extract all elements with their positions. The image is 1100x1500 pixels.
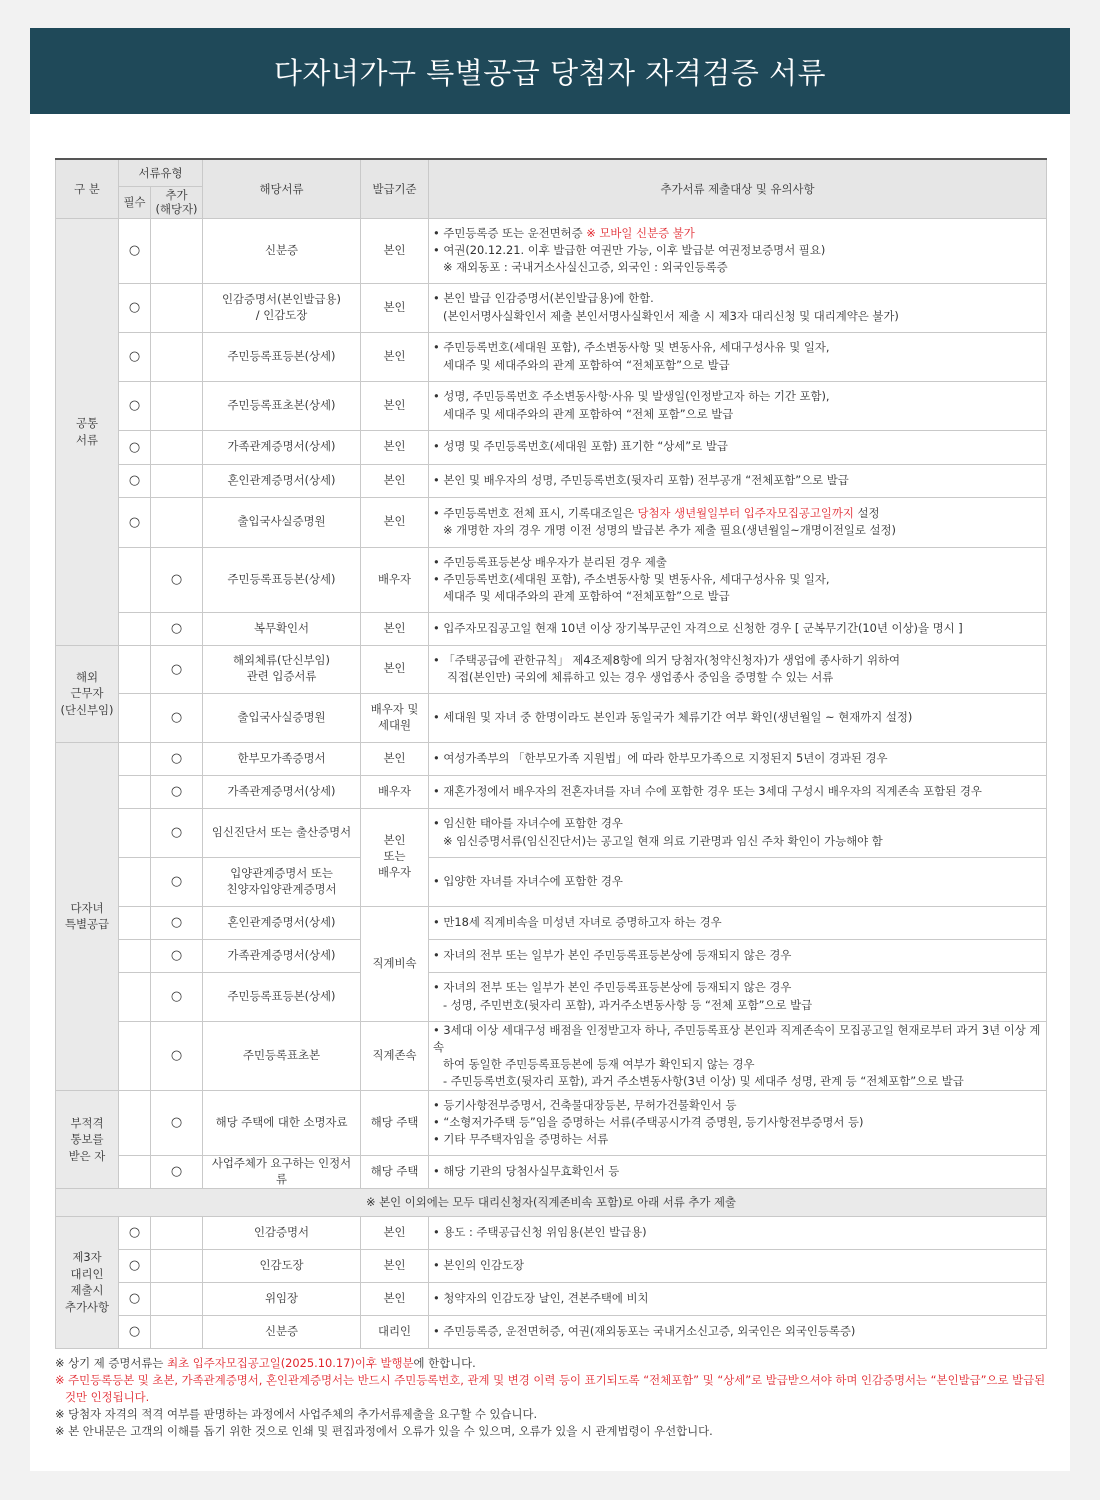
additional-mark: ○ [151, 612, 203, 645]
notes-cell: • 청약자의 인감도장 날인, 견본주택에 비치 [429, 1282, 1047, 1315]
category-multi-child: 다자녀 특별공급 [56, 742, 119, 1090]
issuer-cell: 본인 [361, 430, 429, 464]
document-name: 인감도장 [203, 1249, 361, 1282]
table-row [56, 1090, 1047, 1155]
issuer-cell: 배우자 [361, 547, 429, 612]
required-mark: ○ [119, 1315, 151, 1348]
issuer-cell: 본인 [361, 612, 429, 645]
document-name: 주민등록표등본(상세) [203, 332, 361, 381]
table-row [56, 547, 1047, 612]
document-name: 주민등록표등본(상세) [203, 972, 361, 1021]
required-mark: ○ [119, 218, 151, 283]
issuer-cell: 본인 [361, 464, 429, 497]
table-row [56, 1155, 1047, 1188]
required-mark: ○ [119, 497, 151, 547]
table-row [56, 906, 1047, 939]
category-proxy: 제3자 대리인 제출시 추가사항 [56, 1216, 119, 1348]
table-row [56, 857, 1047, 906]
document-name: 인감증명서 [203, 1216, 361, 1249]
notes-cell: • 입양한 자녀를 자녀수에 포함한 경우 [429, 857, 1047, 906]
notes-cell: • 입주자모집공고일 현재 10년 이상 장기복무군인 자격으로 신청한 경우 [ 군복무기간(10년 이상)을 명시 ] [429, 612, 1047, 645]
notes-cell: • 자녀의 전부 또는 일부가 본인 주민등록표등본상에 등재되지 않은 경우 - 성명, 주민번호(뒷자리 포함), 과거주소변동사항 등 “전체 포함”으로 발급 [429, 972, 1047, 1021]
document-name: 입양관계증명서 또는 친양자입양관계증명서 [203, 857, 361, 906]
additional-mark: ○ [151, 972, 203, 1021]
table-row [56, 808, 1047, 857]
proxy-notice: ※ 본인 이외에는 모두 대리신청자(직계존비속 포함)로 아래 서류 추가 제출 [56, 1188, 1047, 1216]
table-row [56, 1282, 1047, 1315]
issuer-cell: 본인 [361, 283, 429, 332]
additional-mark: ○ [151, 547, 203, 612]
table-row [56, 381, 1047, 430]
header-additional: 추가 (해당자) [151, 186, 203, 218]
additional-mark: ○ [151, 808, 203, 857]
document-name: 혼인관계증명서(상세) [203, 906, 361, 939]
issuer-cell: 본인 [361, 1282, 429, 1315]
document-name: 주민등록표등본(상세) [203, 547, 361, 612]
issuer-cell: 본인 [361, 381, 429, 430]
notes-cell: • 임신한 태아를 자녀수에 포함한 경우 ※ 임신증명서류(임신진단서)는 공고일 현재 의료 기관명과 임신 주차 확인이 가능해야 함 [429, 808, 1047, 857]
required-mark: ○ [119, 1282, 151, 1315]
additional-mark: ○ [151, 1155, 203, 1188]
table-row [56, 742, 1047, 775]
footnote: ※ 본 안내문은 고객의 이해를 돕기 위한 것으로 인쇄 및 편집과정에서 오류가 있을 수 있으며, 오류가 있을 시 관계법령이 우선합니다. [55, 1423, 713, 1438]
additional-mark: ○ [151, 1090, 203, 1155]
table-row [56, 283, 1047, 332]
additional-mark: ○ [151, 775, 203, 808]
notes-cell: • 주민등록표등본상 배우자가 분리된 경우 제출 • 주민등록번호(세대원 포함), 주소변동사항 및 변동사유, 세대구성사유 및 일자, 세대주 및 세대주와의 관계 포함하여 “전체포함”으로 발급 [429, 547, 1047, 612]
additional-mark: ○ [151, 693, 203, 742]
header-doc-type: 서류유형 [119, 159, 203, 186]
category-common: 공통 서류 [56, 218, 119, 645]
document-name: 신분증 [203, 1315, 361, 1348]
table-row [56, 612, 1047, 645]
issuer-cell: 본인 [361, 742, 429, 775]
header-category: 구 분 [56, 159, 119, 218]
table-row [56, 430, 1047, 464]
table-row [56, 1216, 1047, 1249]
table-row [56, 1021, 1047, 1090]
table-row [56, 497, 1047, 547]
issuer-cell: 본인 [361, 645, 429, 693]
notes-cell: • 본인의 인감도장 [429, 1249, 1047, 1282]
table-row [56, 464, 1047, 497]
document-frame [30, 28, 1070, 1471]
document-name: 위임장 [203, 1282, 361, 1315]
notes-cell: • 주민등록증, 운전면허증, 여권(재외동포는 국내거소신고증, 외국인은 외국인등록증) [429, 1315, 1047, 1348]
notes-cell: • 여성가족부의 「한부모가족 지원법」에 따라 한부모가족으로 지정된지 5년이 경과된 경우 [429, 742, 1047, 775]
notes-cell: • 주민등록번호(세대원 포함), 주소변동사항 및 변동사유, 세대구성사유 및 일자, 세대주 및 세대주와의 관계 포함하여 “전체포함”으로 발급 [429, 332, 1047, 381]
footnote: ※ 상기 제 증명서류는 최초 입주자모집공고일(2025.10.17)이후 발행분에 한합니다. [55, 1356, 476, 1370]
notes-cell: • 성명, 주민등록번호 주소변동사항·사유 및 발생일(인정받고자 하는 기간 포함), 세대주 및 세대주와의 관계 포함하여 “전체 포함”으로 발급 [429, 381, 1047, 430]
table-row [56, 693, 1047, 742]
issuer-cell: 본인 [361, 497, 429, 547]
document-name: 주민등록표초본 [203, 1021, 361, 1090]
notes-cell: • 세대원 및 자녀 중 한명이라도 본인과 동일국가 체류기간 여부 확인(생년월일 ~ 현재까지 설정) [429, 693, 1047, 742]
required-mark: ○ [119, 430, 151, 464]
table-row [56, 1249, 1047, 1282]
issuer-cell: 해당 주택 [361, 1155, 429, 1188]
notes-cell: • 용도 : 주택공급신청 위임용(본인 발급용) [429, 1216, 1047, 1249]
document-name: 가족관계증명서(상세) [203, 775, 361, 808]
additional-mark: ○ [151, 857, 203, 906]
category-unfit: 부적격 통보를 받은 자 [56, 1090, 119, 1188]
notes-cell: • 만18세 직계비속을 미성년 자녀로 증명하고자 하는 경우 [429, 906, 1047, 939]
document-name: 혼인관계증명서(상세) [203, 464, 361, 497]
issuer-cell: 본인 [361, 1249, 429, 1282]
additional-mark: ○ [151, 939, 203, 972]
notes-cell: • 「주택공급에 관한규칙」 제4조제8항에 의거 당첨자(청약신청자)가 생업에 종사하기 위하여 직접(본인만) 국외에 체류하고 있는 경우 생업종사 중임을 증명할 수 있는 서류 [429, 645, 1047, 693]
table-row [56, 939, 1047, 972]
document-name: 복무확인서 [203, 612, 361, 645]
header-issuer: 발급기준 [361, 159, 429, 218]
table-row [56, 218, 1047, 283]
footnote: ※ 주민등록등본 및 초본, 가족관계증명서, 혼인관계증명서는 반드시 주민등록번호, 관계 및 변경 이력 등이 표기되도록 “전체포함” 및 “상세”로 발급받으셔야 하며 인감증명서는 “본인발급”으로 발급된 것만 인정됩니다. [55, 1372, 1046, 1404]
issuer-cell: 해당 주택 [361, 1090, 429, 1155]
notes-cell: • 본인 발급 인감증명서(본인발급용)에 한함. (본인서명사실확인서 제출 본인서명사실확인서 제출 시 제3자 대리신청 및 대리계약은 불가) [429, 283, 1047, 332]
header-notes: 추가서류 제출대상 및 유의사항 [429, 159, 1047, 218]
header-required: 필수 [119, 186, 151, 218]
table-row [56, 645, 1047, 693]
notes-cell: • 재혼가정에서 배우자의 전혼자녀를 자녀 수에 포함한 경우 또는 3세대 구성시 배우자의 직계존속 포함된 경우 [429, 775, 1047, 808]
notes-cell: • 자녀의 전부 또는 일부가 본인 주민등록표등본상에 등재되지 않은 경우 [429, 939, 1047, 972]
issuer-cell: 직계존속 [361, 1021, 429, 1090]
additional-mark: ○ [151, 645, 203, 693]
document-name: 가족관계증명서(상세) [203, 430, 361, 464]
required-mark: ○ [119, 1249, 151, 1282]
table-row [56, 775, 1047, 808]
required-mark: ○ [119, 381, 151, 430]
issuer-cell: 직계비속 [361, 906, 429, 1021]
table-row [56, 972, 1047, 1021]
document-name: 출입국사실증명원 [203, 497, 361, 547]
document-name: 가족관계증명서(상세) [203, 939, 361, 972]
issuer-cell: 본인 [361, 1216, 429, 1249]
notes-cell: • 본인 및 배우자의 성명, 주민등록번호(뒷자리 포함) 전부공개 “전체포함”으로 발급 [429, 464, 1047, 497]
category-overseas: 해외 근무자 (단신부임) [56, 645, 119, 742]
additional-mark: ○ [151, 742, 203, 775]
issuer-cell: 대리인 [361, 1315, 429, 1348]
table-row [56, 1315, 1047, 1348]
notes-cell: • 주민등록번호 전체 표시, 기록대조일은 당첨자 생년월일부터 입주자모집공고일까지 설정 ※ 개명한 자의 경우 개명 이전 성명의 발급본 추가 제출 필요(생년월일~개명이전일로 설정) [429, 497, 1047, 547]
document-name: 주민등록표초본(상세) [203, 381, 361, 430]
document-name: 출입국사실증명원 [203, 693, 361, 742]
required-mark: ○ [119, 283, 151, 332]
notes-cell: • 3세대 이상 세대구성 배점을 인정받고자 하나, 주민등록표상 본인과 직계존속이 모집공고일 현재로부터 과거 3년 이상 계속 하여 동일한 주민등록표등본에 등재 여부가 확인되지 않는 경우 - 주민등록번호(뒷자리 포함), 과거 주소변동사항(3년 이상) 및 세대주 성명, 관계 등 “전체포함”으로 발급 [429, 1021, 1047, 1090]
footnote: ※ 당첨자 자격의 적격 여부를 판명하는 과정에서 사업주체의 추가서류제출을 요구할 수 있습니다. [55, 1406, 538, 1421]
additional-mark: ○ [151, 906, 203, 939]
notes-cell: • 성명 및 주민등록번호(세대원 포함) 표기한 “상세”로 발급 [429, 430, 1047, 464]
document-name: 해외체류(단신부임) 관련 입증서류 [203, 645, 361, 693]
required-mark: ○ [119, 464, 151, 497]
document-name: 해당 주택에 대한 소명자료 [203, 1090, 361, 1155]
document-name: 신분증 [203, 218, 361, 283]
document-name: 사업주체가 요구하는 인정서류 [203, 1155, 361, 1188]
table-row [56, 1188, 1047, 1216]
document-name: 임신진단서 또는 출산증명서 [203, 808, 361, 857]
issuer-cell: 본인 [361, 218, 429, 283]
documents-table [55, 158, 1047, 1349]
table-row [56, 332, 1047, 381]
notes-cell: • 해당 기관의 당첨사실무효확인서 등 [429, 1155, 1047, 1188]
issuer-cell: 본인 [361, 332, 429, 381]
notes-cell: • 등기사항전부증명서, 건축물대장등본, 무허가건물확인서 등 • “소형저가주택 등”임을 증명하는 서류(주택공시가격 증명원, 등기사항전부증명서 등) • 기타 무주택자임을 증명하는 서류 [429, 1090, 1047, 1155]
page-title: 다자녀가구 특별공급 당첨자 자격검증 서류 [30, 28, 1070, 114]
issuer-cell: 배우자 및 세대원 [361, 693, 429, 742]
header-document: 해당서류 [203, 159, 361, 218]
additional-mark: ○ [151, 1021, 203, 1090]
issuer-cell: 본인 또는 배우자 [361, 808, 429, 906]
required-mark: ○ [119, 332, 151, 381]
document-name: 인감증명서(본인발급용) / 인감도장 [203, 283, 361, 332]
required-mark: ○ [119, 1216, 151, 1249]
notes-cell: • 주민등록증 또는 운전면허증 ※ 모바일 신분증 불가 • 여권(20.12.21. 이후 발급한 여권만 가능, 이후 발급분 여권정보증명서 필요) ※ 재외동포 : 국내거소사실신고증, 외국인 : 외국인등록증 [429, 218, 1047, 283]
document-name: 한부모가족증명서 [203, 742, 361, 775]
footnotes [55, 1355, 1050, 1439]
issuer-cell: 배우자 [361, 775, 429, 808]
